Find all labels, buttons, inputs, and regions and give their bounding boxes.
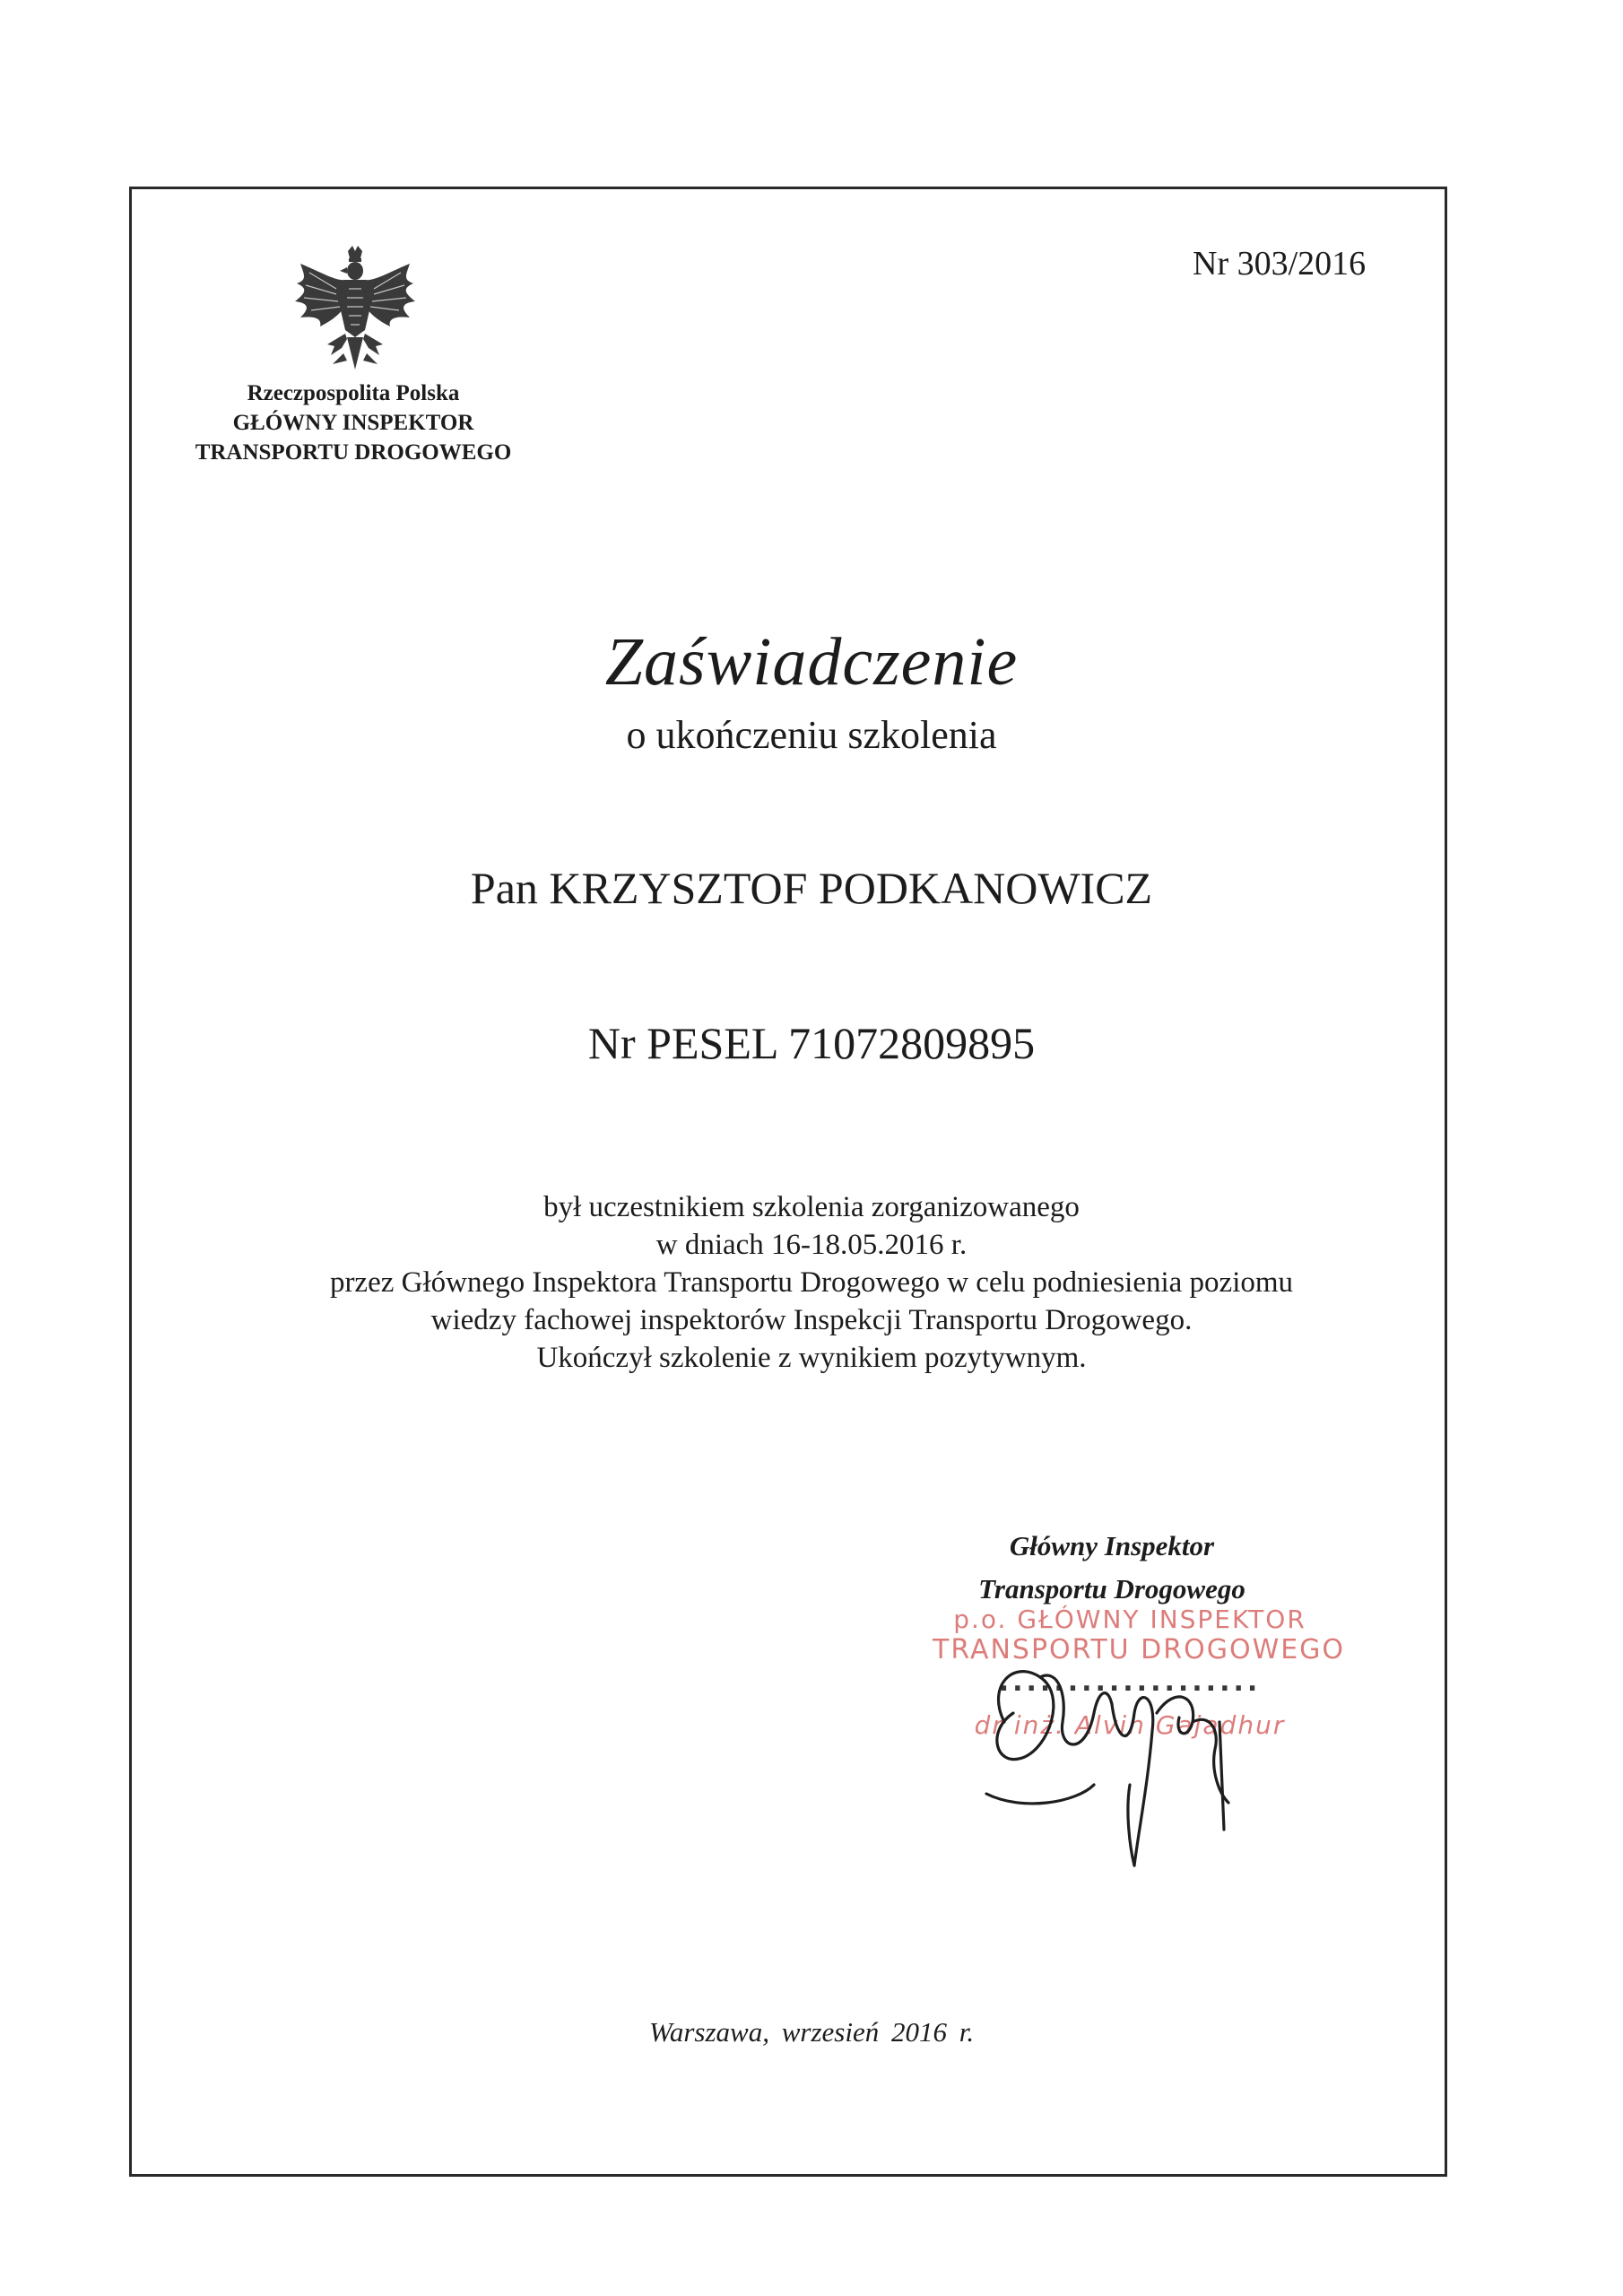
signatory-title-line2: Transportu Drogowego xyxy=(978,1573,1245,1605)
recipient-pesel: Nr PESEL 71072809895 xyxy=(587,1018,1036,1068)
signature-dotted-line: ................... xyxy=(998,1666,1262,1698)
issuer-authority: GŁÓWNY INSPEKTOR xyxy=(232,411,474,435)
document-number: Nr 303/2016 xyxy=(1193,245,1367,283)
certificate-title: Zaświadczenie xyxy=(604,624,1019,700)
issuer-block xyxy=(152,378,554,467)
certificate-body xyxy=(0,1188,1623,1377)
stamp-line1: p.o. GŁÓWNY INSPEKTOR xyxy=(953,1605,1306,1634)
issuer-authority-cont: TRANSPORTU DROGOWEGO xyxy=(195,440,512,465)
polish-eagle-emblem-icon xyxy=(291,244,419,375)
body-line: w dniach 16-18.05.2016 r. xyxy=(655,1229,968,1261)
place-and-date: Warszawa, wrzesień 2016 r. xyxy=(648,2016,975,2048)
recipient-name: Pan KRZYSZTOF PODKANOWICZ xyxy=(470,863,1153,913)
body-line: przez Głównego Inspektora Transportu Drogowego w celu podniesienia poziomu xyxy=(329,1266,1294,1299)
body-line: Ukończył szkolenie z wynikiem pozytywnym. xyxy=(536,1342,1087,1374)
certificate-subtitle: o ukończeniu szkolenia xyxy=(626,713,997,757)
signatory-title-line1: Główny Inspektor xyxy=(1009,1530,1215,1561)
body-line: był uczestnikiem szkolenia zorganizowanego xyxy=(543,1191,1080,1223)
handwritten-signature xyxy=(950,1578,1255,1883)
stamp-line2: TRANSPORTU DROGOWEGO xyxy=(933,1634,1346,1665)
stamp-signatory-name: dr inż. Alvin Gajadhur xyxy=(974,1710,1286,1740)
body-line: wiedzy fachowej inspektorów Inspekcji Transportu Drogowego. xyxy=(430,1304,1193,1336)
issuer-country: Rzeczpospolita Polska xyxy=(247,381,460,405)
